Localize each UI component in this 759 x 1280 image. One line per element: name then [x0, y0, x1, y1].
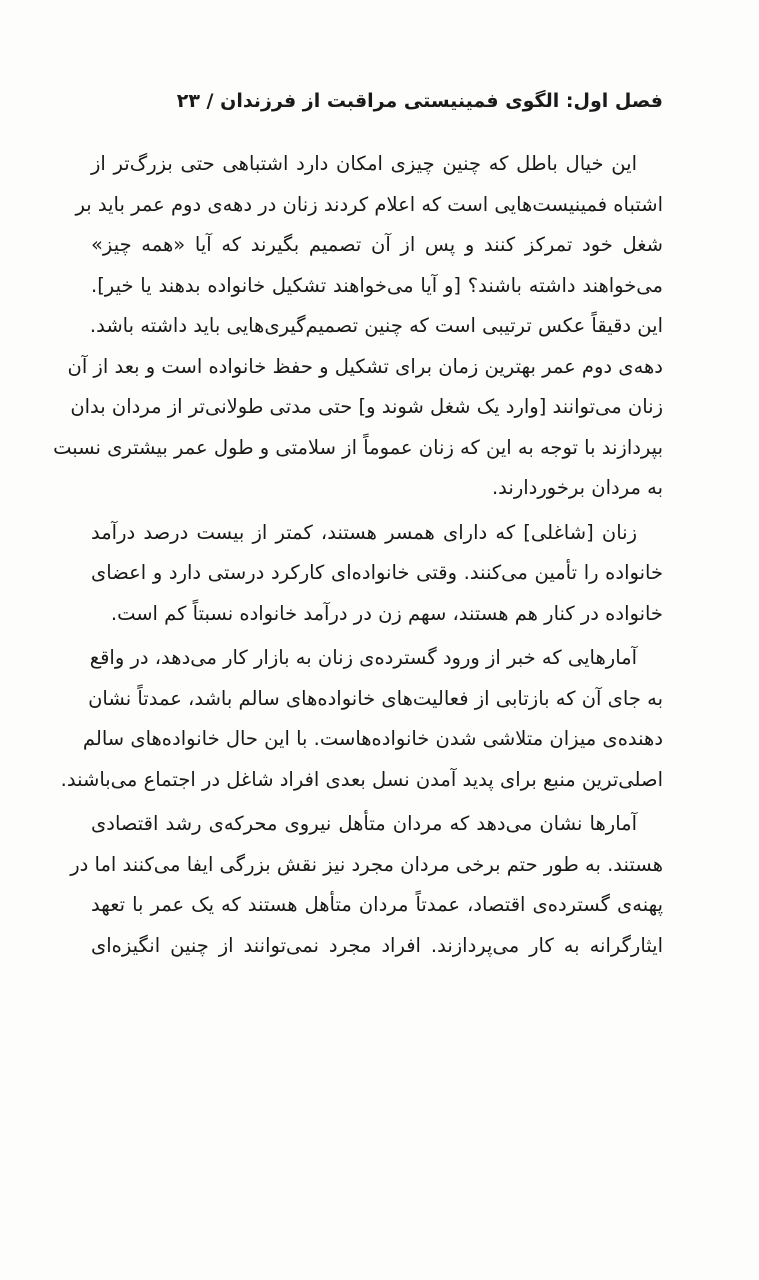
text-line: اشتباه فمینیست‌هایی است که اعلام کردند زنان در دهه‌ی دوم عمر باید بر	[75, 192, 663, 216]
text-line: ایثارگرانه به کار می‌پردازند. افراد مجرد نمی‌توانند از چنین انگیزه‌ای	[91, 933, 663, 957]
text-line: زنان [شاغلی] که دارای همسر هستند، کمتر از بیست درصد درآمد	[91, 520, 637, 544]
text-line: به جای آن که بازتابی از فعالیت‌های خانواده‌های سالم باشد، عمدتاً نشان	[88, 686, 663, 710]
text-line: به مردان برخوردارند.	[491, 476, 663, 499]
text-line: این خیال باطل که چنین چیزی امکان دارد اشتباهی حتی بزرگ‌تر از	[91, 152, 637, 175]
text-line: آمارها نشان می‌دهد که مردان متأهل نیروی محرکه‌ی رشد اقتصادی	[91, 812, 637, 835]
body-text	[53, 144, 663, 966]
text-line: دهه‌ی دوم عمر بهترین زمان برای تشکیل و حفظ خانواده است و بعد از آن	[67, 354, 663, 378]
text-line: آمارهایی که خبر از ورود گسترده‌ی زنان به بازار کار می‌دهد، در واقع	[89, 646, 637, 669]
text-line: پهنه‌ی گسترده‌ی اقتصاد، عمدتاً مردان متأهل هستند که یک عمر با تعهد	[91, 893, 663, 916]
text-line: زنان می‌توانند [وارد یک شغل شوند و] حتی مدتی طولانی‌تر از مردان بدان	[70, 395, 663, 418]
text-line: بپردازند با توجه به این که زنان عموماً از سلامتی و طول عمر بیشتری نسبت	[53, 435, 663, 459]
text-line: هستند. به طور حتم برخی مردان مجرد نیز نقش بزرگی ایفا می‌کنند اما در	[70, 852, 663, 876]
text-line: می‌خواهند داشته باشند؟ [و آیا می‌خواهند تشکیل خانواده بدهند یا خیر].	[91, 273, 663, 297]
text-line: اصلی‌ترین منبع برای پدید آمدن نسل بعدی افراد شاغل در اجتماع می‌باشند.	[60, 767, 663, 791]
text-line: این دقیقاً عکس ترتیبی است که چنین تصمیم‌گیری‌هایی باید داشته باشد.	[89, 314, 663, 337]
running-header: فصل اول: الگوی فمینیستی مراقبت از فرزندان / ۲۳	[176, 90, 663, 112]
text-line: شغل خود تمرکز کنند و پس از آن تصمیم بگیرند که آیا «همه چیز»	[91, 233, 663, 256]
text-line: دهنده‌ی میزان متلاشی شدن خانواده‌هاست. با این حال خانواده‌های سالم	[82, 727, 663, 750]
text-line: خانواده را تأمین می‌کنند. وقتی خانواده‌ای کارکرد درستی دارد و اعضای	[91, 561, 663, 584]
text-line: خانواده در کنار هم هستند، سهم زن در درآمد خانواده نسبتاً کم است.	[110, 601, 663, 625]
